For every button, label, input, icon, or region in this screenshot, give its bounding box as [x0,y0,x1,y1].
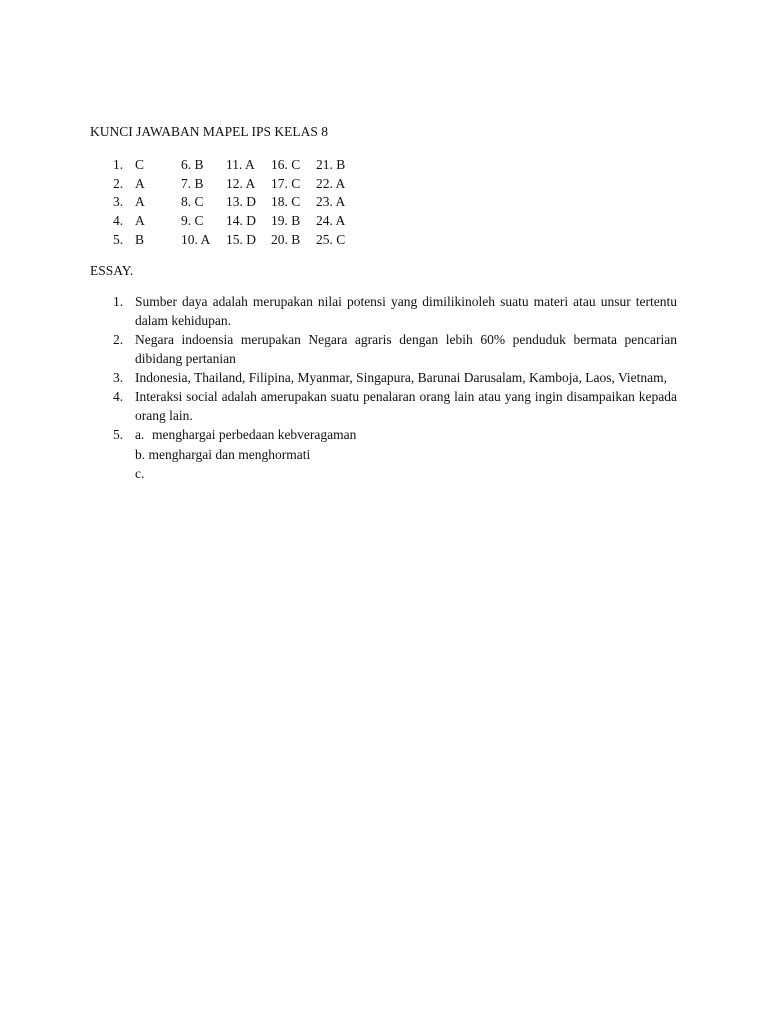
answer-cell: B [135,231,145,247]
essay-item [113,425,677,484]
row-number: 2. [113,175,124,191]
essay-item-text: Indonesia, Thailand, Filipina, Myanmar, Singapura, Barunai Darusalam, Kamboja, Laos, Vietnam, [135,370,668,385]
essay-item-text: Interaksi social adalah amerupakan suatu penalaran orang lain atau yang ingin disampaikan kepada orang lain. [135,389,677,423]
answer-cell: 17. C [271,175,301,191]
answer-cell: 23. A [316,194,346,210]
answer-key-table [113,156,413,249]
answer-cell: A [135,194,145,210]
answer-cell: 8. C [181,194,204,210]
answer-cell: 19. B [271,213,301,229]
answer-cell: 10. A [181,231,211,247]
essay-item-number: 1. [113,294,124,309]
answer-cell: 11. A [226,157,255,172]
essay-heading: ESSAY. [90,263,134,278]
answer-cell: 25. C [316,231,346,247]
essay-item-number: 5. [113,427,124,442]
answer-key-row [113,231,413,250]
essay-item-number: 2. [113,332,124,347]
essay-list [113,292,677,484]
answer-cell: 16. C [271,157,301,172]
answer-cell: 24. A [316,213,346,229]
subitem-text: menghargai perbedaan kebveragaman [152,427,357,442]
essay-item-text: Sumber daya adalah merupakan nilai potensi yang dimilikinoleh suatu materi atau unsur tertentu dalam kehidupan. [135,294,677,328]
essay-item [113,330,677,368]
essay-item-number: 4. [113,389,124,404]
answer-cell: 21. B [316,157,346,172]
document-title: KUNCI JAWABAN MAPEL IPS KELAS 8 [90,124,329,139]
answer-cell: C [135,157,145,172]
essay-subitem-c: c. [135,466,145,481]
answer-key-row [113,175,413,194]
answer-cell: 15. D [226,231,256,247]
answer-cell: 20. B [271,231,301,247]
essay-item-text: Negara indoensia merupakan Negara agraris dengan lebih 60% penduduk bermata pencarian dibidang pertanian [135,332,677,366]
essay-item [113,387,677,425]
row-number: 4. [113,213,124,229]
answer-cell: A [135,213,145,229]
essay-item [113,292,677,330]
essay-subitem-b: b. menghargai dan menghormati [135,446,311,462]
row-number: 5. [113,231,124,247]
answer-cell: 14. D [226,213,256,229]
answer-cell: 7. B [181,175,204,191]
answer-key-row [113,156,413,175]
essay-subitem-a [135,425,677,445]
answer-cell: 22. A [316,175,346,191]
essay-item-number: 3. [113,370,124,385]
answer-key-row [113,212,413,231]
row-number: 3. [113,194,124,210]
answer-key-row [113,193,413,212]
answer-cell: 18. C [271,194,301,210]
answer-cell: A [135,175,145,191]
answer-cell: 6. B [181,157,204,172]
row-number: 1. [113,157,124,172]
answer-cell: 9. C [181,213,204,229]
answer-cell: 12. A [226,175,256,191]
essay-item [113,368,677,387]
subitem-letter: a. [135,427,145,442]
answer-cell: 13. D [226,194,256,210]
